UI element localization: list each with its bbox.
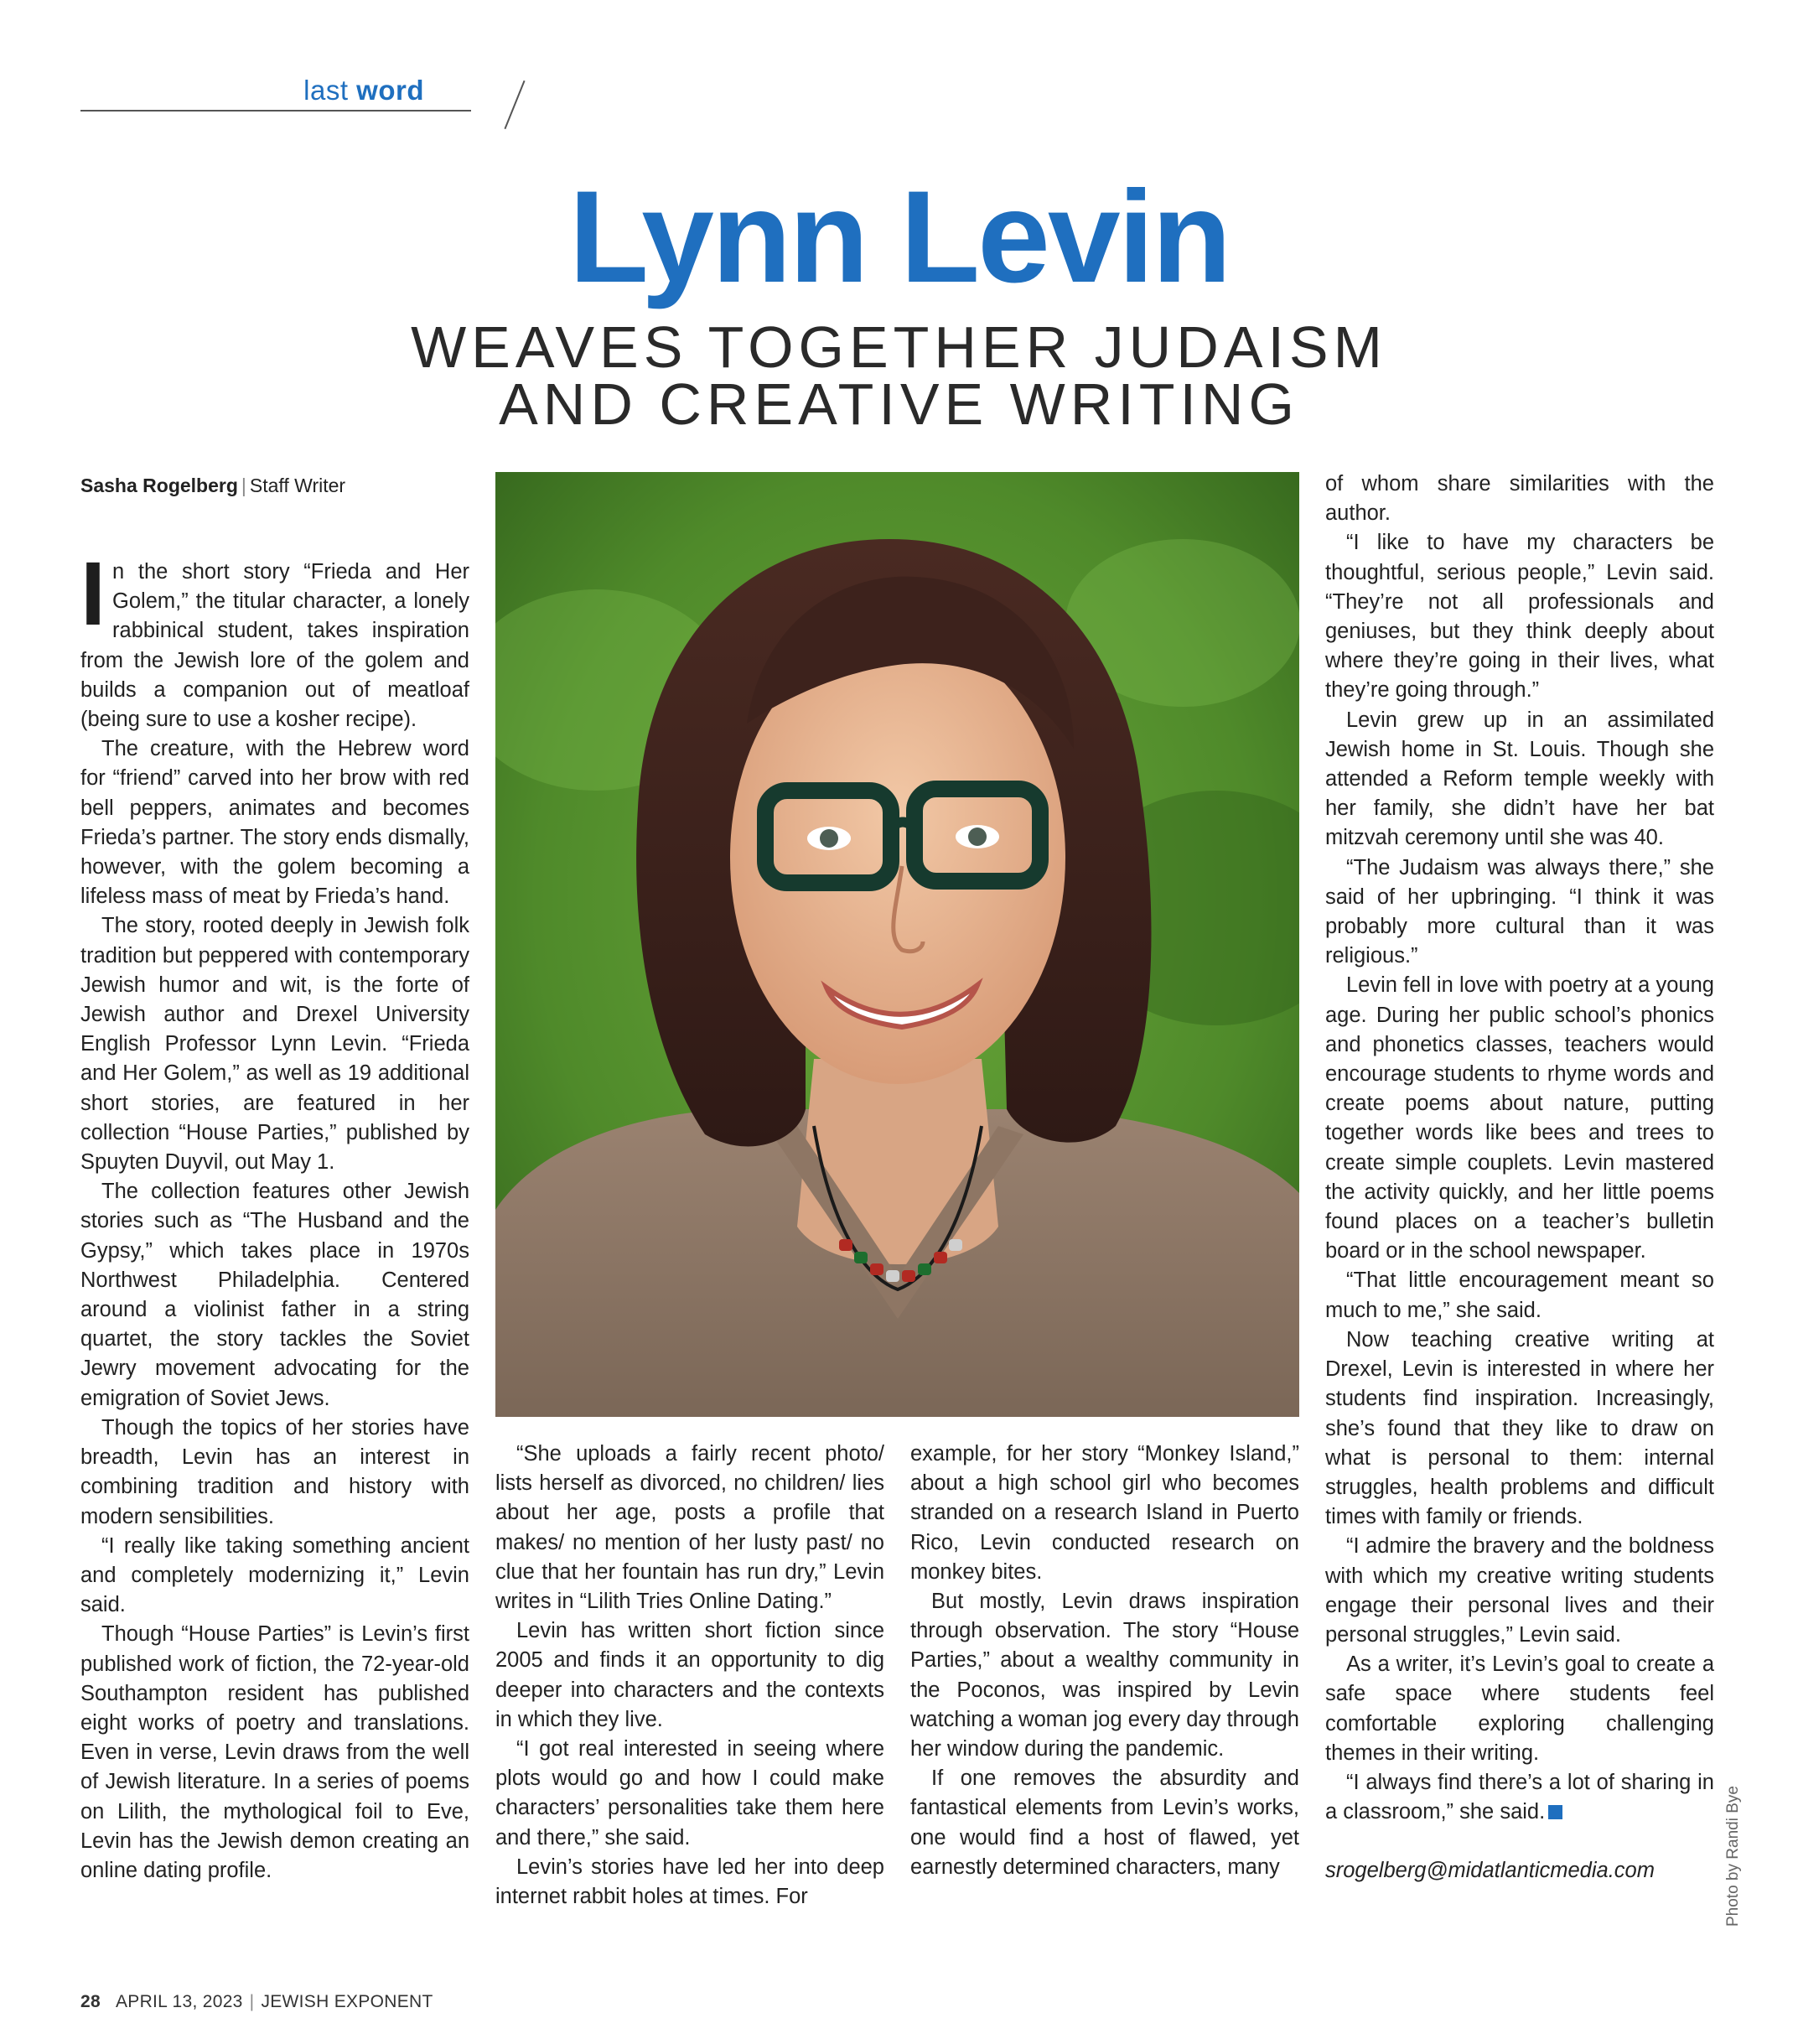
section-label-prefix: last (303, 75, 349, 106)
article-paragraph: “That little encouragement meant so much to me,” she said. (1325, 1268, 1714, 1322)
article-column-2 (495, 1440, 884, 1912)
section-label-word: word (356, 75, 424, 106)
byline-author: Sasha Rogelberg (80, 475, 238, 496)
section-rule (80, 110, 471, 112)
portrait-photo (495, 472, 1299, 1417)
article-paragraph: “I always find there’s a lot of sharing in a classroom,” she said. (1325, 1770, 1714, 1824)
article-paragraph: Though “House Parties” is Levin’s first published work of fiction, the 72-year-old Southampton resident has published eight works of poetry and translations. Even in verse, Levin draws from the well of Jewish literature. In a series of poems on Lilith, the mythological foil to Eve, Levin has the Jewish demon creating an online dating profile. (80, 1622, 469, 1882)
article-column-3 (910, 1440, 1299, 1882)
page-footer (80, 1992, 433, 2012)
issue-date: APRIL 13, 2023 (115, 1992, 243, 2011)
drop-cap: I (80, 542, 106, 644)
author-email[interactable]: srogelberg@midatlanticmedia.com (1325, 1859, 1655, 1883)
footer-separator: | (249, 1992, 255, 2011)
headline-subtitle-line-2: AND CREATIVE WRITING (499, 371, 1299, 437)
byline-role: Staff Writer (249, 475, 346, 496)
article-paragraph: But mostly, Levin draws inspiration through observation. The story “House Parties,” about a wealthy community in the Poconos, was inspired by Levin watching a woman jog every day through her window during the pandemic. (910, 1590, 1299, 1761)
article-paragraph: example, for her story “Monkey Island,” about a high school girl who becomes stranded on a research Island in Puerto Rico, Levin conducted research on monkey bites. (910, 1442, 1299, 1584)
article-paragraph: “I admire the bravery and the boldness with which my creative writing students engage their personal lives and their personal struggles,” Levin said. (1325, 1534, 1714, 1647)
article-column-1 (80, 542, 469, 1886)
article-paragraph: “I like to have my characters be thoughtful, serious people,” Levin said. “They’re not all professionals and geniuses, but they think deeply about where they’re going in their lives, what they’re going through.” (1325, 531, 1714, 703)
headline-subtitle-line-1: WEAVES TOGETHER JUDAISM (411, 314, 1387, 380)
article-paragraph: As a writer, it’s Levin’s goal to create a safe space where students feel comfortable exploring challenging themes in their writing. (1325, 1652, 1714, 1765)
article-paragraph: The creature, with the Hebrew word for “friend” carved into her brow with red bell peppers, animates and becomes Frieda’s partner. The story ends dismally, however, with the golem becoming a lifeless mass of meat by Frieda’s hand. (80, 737, 469, 909)
byline-separator: | (241, 475, 246, 496)
headline-subtitle (0, 314, 1798, 437)
headline-title: Lynn Levin (568, 164, 1230, 310)
article-paragraph: Levin fell in love with poetry at a young age. During her public school’s phonics and phonetics classes, teachers would encourage students to rhyme words and create poems about nature, putting together words like bees and trees to create simple couplets. Levin mastered the activity quickly, and her little poems found places on a teacher’s bulletin board or in the school newspaper. (1325, 973, 1714, 1263)
article-paragraph: The collection features other Jewish stories such as “The Husband and the Gypsy,” which takes place in 1970s Northwest Philadelphia. Centered around a violinist father in a string quartet, the story tackles the Soviet Jewry movement advocating for the emigration of Soviet Jews. (80, 1180, 469, 1410)
byline (80, 475, 345, 497)
end-mark-icon (1548, 1805, 1562, 1819)
section-slash (504, 80, 525, 129)
photo-credit: Photo by Randi Bye (1724, 1786, 1742, 1927)
publication-name: JEWISH EXPONENT (261, 1992, 433, 2011)
article-paragraph: The story, rooted deeply in Jewish folk tradition but peppered with contemporary Jewish humor and wit, is the forte of Jewish author and Drexel University English Professor Lynn Levin. “Frieda and Her Golem,” as well as 19 additional short stories, are featured in her collection “House Parties,” published by Spuyten Duyvil, out May 1. (80, 914, 469, 1175)
article-paragraph: “I really like taking something ancient and completely modernizing it,” Levin said. (80, 1533, 469, 1617)
article-paragraph: Levin grew up in an assimilated Jewish home in St. Louis. Though she attended a Reform temple weekly with her family, she didn’t have her bat mitzvah ceremony until she was 40. (1325, 708, 1714, 850)
section-header (80, 72, 471, 131)
article-column-4 (1325, 469, 1714, 1886)
article-paragraph: In the short story “Frieda and Her Golem,” the titular character, a lonely rabbinical student, takes inspiration from the Jewish lore of the golem and builds a companion out of meatloaf (being sure to use a kosher recipe). (80, 542, 469, 732)
article-paragraph: Levin’s stories have led her into deep internet rabbit holes at times. For (495, 1855, 884, 1909)
article-paragraph: “She uploads a fairly recent photo/ lists herself as divorced, no children/ lies about her age, posts a profile that makes/ no mention of her lusty past/ no clue that her fountain has run dry,” Levin writes in “Lilith Tries Online Dating.” (495, 1442, 884, 1614)
article-paragraph: Now teaching creative writing at Drexel, Levin is interested in where her students find inspiration. Increasingly, she’s found that they like to draw on what is personal to them: internal struggles, health problems and difficult times with family or friends. (1325, 1327, 1714, 1529)
article-paragraph: of whom share similarities with the author. (1325, 472, 1714, 526)
article-paragraph: Though the topics of her stories have breadth, Levin has an interest in combining tradition and history with modern sensibilities. (80, 1415, 469, 1528)
section-label (303, 75, 424, 106)
article-paragraph: “The Judaism was always there,” she said of her upbringing. “I think it was probably more cultural than it was religious.” (1325, 855, 1714, 968)
article-paragraph: Levin has written short fiction since 2005 and finds it an opportunity to dig deeper into characters and the contexts in which they live. (495, 1619, 884, 1731)
page-number: 28 (80, 1992, 101, 2011)
article-paragraph: “I got real interested in seeing where plots would go and how I could make characters’ personalities take them here and there,” she said. (495, 1737, 884, 1849)
article-paragraph: If one removes the absurdity and fantastical elements from Levin’s works, one would find a host of flawed, yet earnestly determined characters, many (910, 1766, 1299, 1879)
